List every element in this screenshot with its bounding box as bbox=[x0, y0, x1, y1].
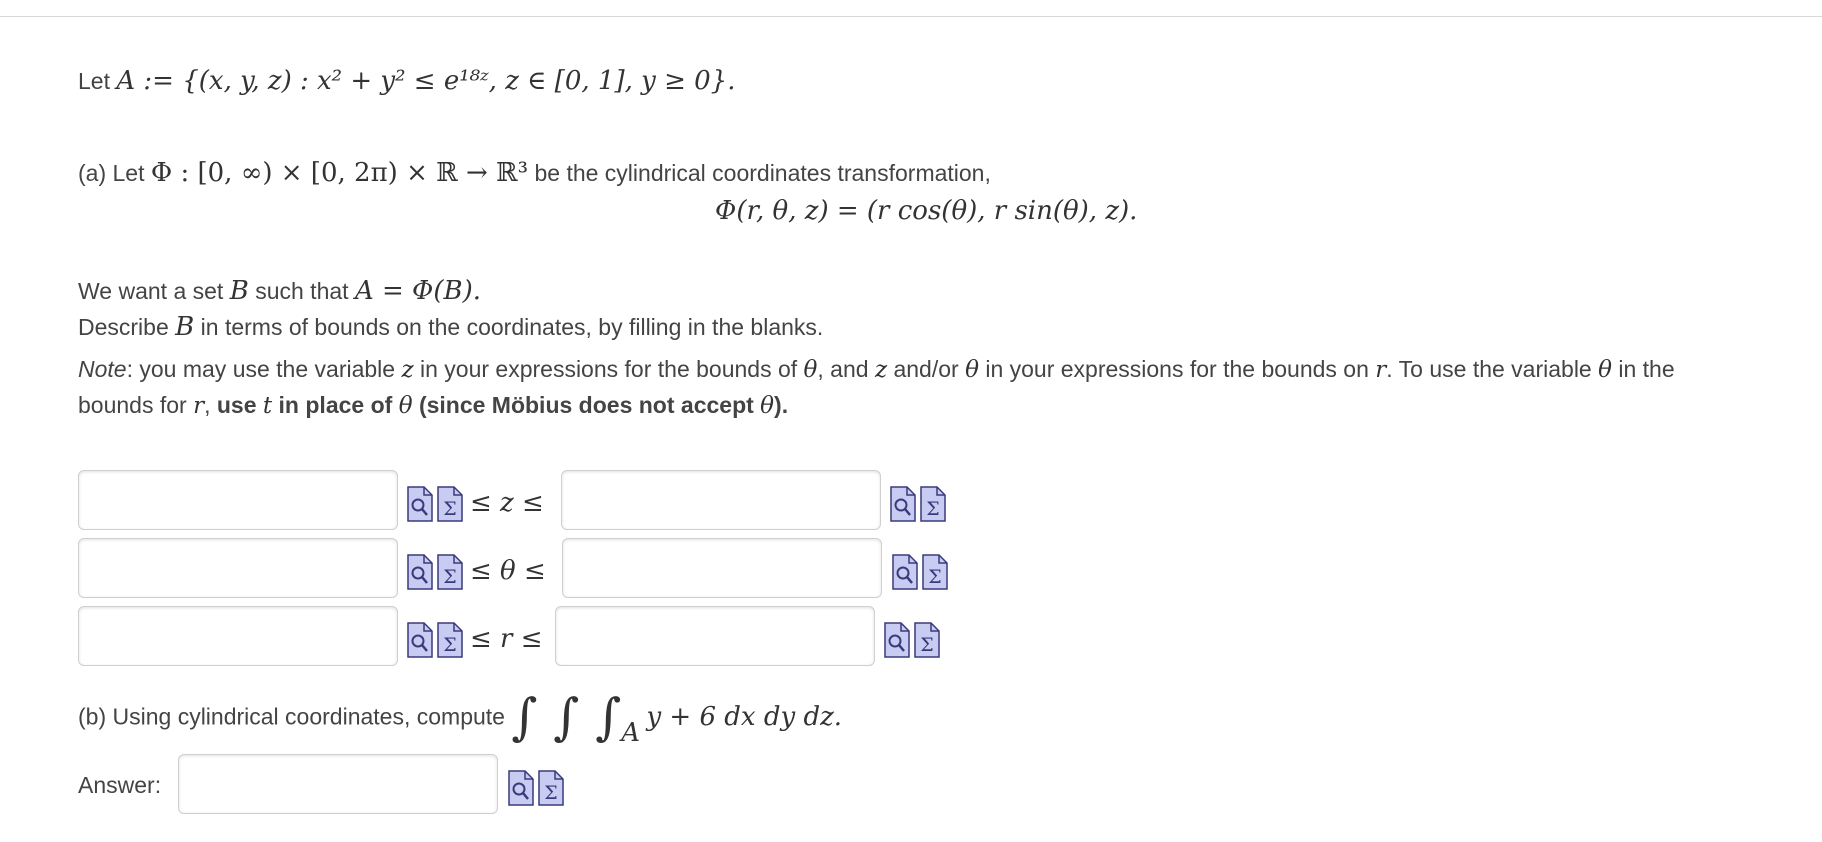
triple-integral-sign: ∫ ∫ ∫ bbox=[511, 688, 622, 746]
note-paragraph bbox=[78, 352, 1738, 424]
note-var-r: r bbox=[193, 393, 205, 419]
note-var-z: z bbox=[401, 357, 414, 383]
preview-icon[interactable] bbox=[508, 768, 534, 806]
note-bold: in place of bbox=[278, 392, 393, 418]
describe-line bbox=[78, 312, 823, 342]
part-a-suffix: be the cylindrical coordinates transformation, bbox=[534, 160, 991, 186]
note-var-t: t bbox=[262, 393, 273, 419]
describe-t1: Describe bbox=[78, 314, 169, 340]
note-text: in your expressions for the bounds of bbox=[419, 356, 798, 382]
equation-editor-icon[interactable] bbox=[437, 620, 463, 658]
svg-text:Σ: Σ bbox=[443, 566, 457, 588]
note-var-z: z bbox=[874, 357, 888, 383]
top-divider bbox=[0, 16, 1822, 17]
equation-editor-icon[interactable] bbox=[538, 768, 564, 806]
z-relation: ≤ z ≤ bbox=[470, 488, 544, 518]
note-var-theta: θ bbox=[1598, 357, 1612, 383]
part-a-statement bbox=[78, 158, 991, 188]
note-text: and/or bbox=[893, 356, 959, 382]
note-text: , and bbox=[817, 356, 869, 382]
theta-lower-bound-input[interactable] bbox=[78, 538, 398, 598]
note-label: Note bbox=[78, 356, 127, 382]
integrand: y + 6 dx dy dz. bbox=[646, 702, 843, 732]
theta-relation: ≤ θ ≤ bbox=[470, 556, 546, 586]
answer-input[interactable] bbox=[178, 754, 498, 814]
note-var-theta: θ bbox=[760, 393, 775, 419]
note-text: in your expressions for the bounds on bbox=[985, 356, 1369, 382]
z-lower-bound-input[interactable] bbox=[78, 470, 398, 530]
want-t1: We want a set bbox=[78, 278, 224, 304]
note-var-r: r bbox=[1375, 357, 1387, 383]
equation-editor-icon[interactable] bbox=[914, 620, 940, 658]
note-bold: (since Möbius does not accept bbox=[418, 392, 754, 418]
equation-editor-icon[interactable] bbox=[437, 552, 463, 590]
note-var-theta: θ bbox=[965, 357, 979, 383]
integral-domain: A bbox=[621, 718, 641, 749]
equation-editor-icon[interactable] bbox=[922, 552, 948, 590]
r-upper-bound-input[interactable] bbox=[555, 606, 875, 666]
svg-text:Σ: Σ bbox=[443, 634, 457, 656]
note-var-theta: θ bbox=[803, 357, 818, 383]
preview-icon[interactable] bbox=[407, 552, 433, 590]
preview-icon[interactable] bbox=[884, 620, 910, 658]
describe-t2: in terms of bounds on the coordinates, by filling in the blanks. bbox=[200, 314, 824, 340]
answer-label: Answer: bbox=[78, 772, 162, 798]
want-t2: such that bbox=[255, 278, 349, 304]
preview-icon[interactable] bbox=[892, 552, 918, 590]
want-line bbox=[78, 276, 481, 306]
theta-upper-bound-input[interactable] bbox=[562, 538, 882, 598]
preview-icon[interactable] bbox=[407, 620, 433, 658]
want-eq: A = Φ(B). bbox=[354, 276, 482, 306]
note-var-theta: θ bbox=[398, 393, 413, 419]
svg-text:Σ: Σ bbox=[544, 782, 558, 804]
want-B: B bbox=[229, 276, 249, 306]
note-text: : you may use the variable bbox=[126, 356, 396, 382]
phi-map: Φ : [0, ∞) × [0, 2π) × ℝ → ℝ³ bbox=[150, 158, 529, 188]
note-bold: use bbox=[216, 392, 257, 418]
note-text: , bbox=[204, 392, 211, 418]
part-b-statement bbox=[78, 688, 842, 748]
svg-text:Σ: Σ bbox=[928, 566, 942, 588]
note-text: in the bounds for bbox=[78, 356, 1675, 418]
r-relation: ≤ r ≤ bbox=[470, 624, 543, 654]
note-text: . To use the variable bbox=[1386, 356, 1592, 382]
preview-icon[interactable] bbox=[890, 484, 916, 522]
r-lower-bound-input[interactable] bbox=[78, 606, 398, 666]
set-A-formula: A := {(x, y, z) : x² + y² ≤ e¹⁸ᶻ, z ∈ [0, 1], y ≥ 0}. bbox=[116, 66, 736, 96]
svg-text:Σ: Σ bbox=[443, 498, 457, 520]
preview-icon[interactable] bbox=[407, 484, 433, 522]
part-b-prefix: (b) Using cylindrical coordinates, compute bbox=[78, 703, 505, 730]
cylindrical-formula: Φ(r, θ, z) = (r cos(θ), r sin(θ), z). bbox=[715, 196, 1138, 226]
note-bold: ). bbox=[774, 392, 789, 418]
z-upper-bound-input[interactable] bbox=[561, 470, 881, 530]
equation-editor-icon[interactable] bbox=[437, 484, 463, 522]
equation-editor-icon[interactable] bbox=[920, 484, 946, 522]
describe-B: B bbox=[175, 312, 195, 342]
svg-text:Σ: Σ bbox=[926, 498, 940, 520]
intro-prefix: Let bbox=[78, 68, 110, 94]
svg-text:Σ: Σ bbox=[920, 634, 934, 656]
part-a-prefix: (a) Let bbox=[78, 160, 145, 186]
set-definition bbox=[78, 66, 735, 96]
